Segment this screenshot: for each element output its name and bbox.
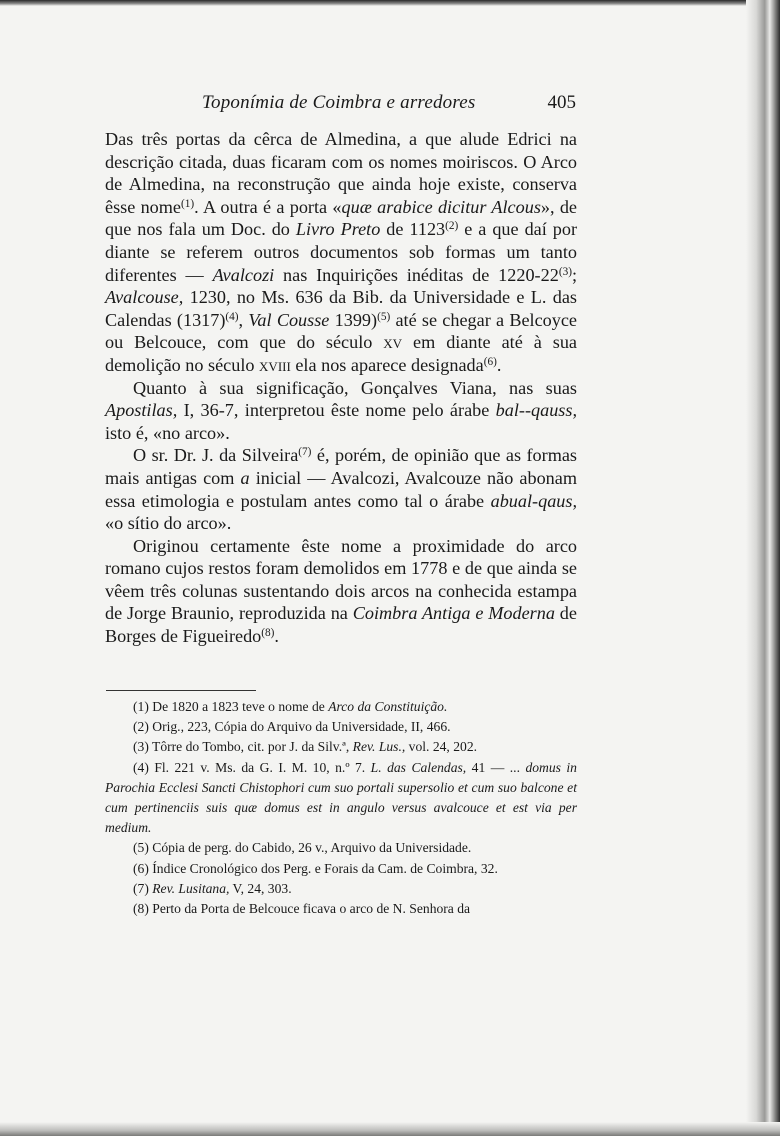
- footnote-2: (2) Orig., 223, Cópia do Arquivo da Universidade, II, 466.: [133, 719, 451, 735]
- footnote-rule: [106, 690, 256, 691]
- paragraph-3: O sr. Dr. J. da Silveira$^{(7)}$ é, porém, de opinião que as formas mais antigas com a inicial — Avalcozi, Avalcouze não abonam essa etimologia e postulam antes como tal o árabe abual-qaus, «o sítio do arco».: [105, 445, 578, 534]
- footnote-ref-8: (8): [261, 626, 275, 639]
- footnote-ref-7: (7): [298, 446, 312, 459]
- running-head: [104, 92, 576, 116]
- footnote-ref-4: (4): [225, 310, 239, 323]
- scan-edge-bottom: [0, 1122, 780, 1136]
- footnote-8: (8) Perto da Porta de Belcouce ficava o arco de N. Senhora da: [133, 901, 471, 917]
- footnote-ref-3: (3): [558, 265, 572, 278]
- page-number: 405: [547, 92, 576, 113]
- footnote-6: (6) Índice Cronológico dos Perg. e Forais da Cam. de Coimbra, 32.: [133, 860, 498, 876]
- footnote-4: (4) Fl. 221 v. Ms. da G. I. M. 10, n.º 7. L. das Calendas, 41 — ... domus in Parochia Ecclesi Sancti Chistophori cum suo portali supersolio et cum suo balcone et cum pertinenciis suis quæ domus est in angulo versus avalcouce et est via per medium.: [105, 759, 577, 836]
- paragraph-4: Originou certamente êste nome a proximidade do arco romano cujos restos foram demolidos em 1778 e de que ainda se vêem três colunas sustentando dois arcos na conhecida estampa de Jorge Braunio, reproduzida na Coimbra Antiga e Moderna de Borges de Figueiredo$^{(8)}$.: [105, 535, 577, 647]
- paragraph-2: Quanto à sua significação, Gonçalves Viana, nas suas Apostilas, I, 36-7, interpretou êste nome pelo árabe bal--qauss, isto é, «no arco».: [105, 377, 577, 443]
- paragraph-1: Das três portas da cêrca de Almedina, a que alude Edrici na descrição citada, duas ficaram com os nomes moiriscos. O Arco de Almedina, na reconstrução que ainda hoje existe, conserva êsse nome$^{(1)}$. A outra é a porta «quæ arabice dicitur Alcous», de que nos fala um Doc. do Livro Preto de 1123$^{(2)}$ e a que daí por diante se referem outros documentos sob formas um tanto diferentes — Avalcozi nas Inquirições inéditas de 1220-22$^{(3)}$; Avalcouse, 1230, no Ms. 636 da Bib. da Universidade e L. das Calendas $(1317)^{(4)}$, Val Cousse 1399)$^{(5)}$ até se chegar a Belcoyce ou Belcouce, com que do século xv em diante até à sua demolição no século xviii ela nos aparece designada$^{(6)}$.: [105, 129, 578, 375]
- footnote-5: (5) Cópia de perg. do Cabido, 26 v., Arquivo da Universidade.: [133, 840, 472, 856]
- footnote-3: (3) Tôrre do Tombo, cit. por J. da Silv.ª, Rev. Lus., vol. 24, 202.: [133, 739, 478, 755]
- footnote-7: (7) Rev. Lusitana, V, 24, 303.: [133, 880, 292, 896]
- footnote-ref-5: (5): [377, 310, 391, 323]
- running-title: Toponímia de Coimbra e arredores: [202, 92, 476, 113]
- scan-edge-right: [746, 0, 780, 1136]
- body-text: [105, 128, 577, 648]
- footnotes: [105, 697, 577, 919]
- footnote-1: (1) De 1820 a 1823 teve o nome de Arco da Constituição.: [133, 699, 448, 714]
- footnote-ref-2: (2): [445, 220, 459, 233]
- footnote-ref-6: (6): [483, 355, 497, 368]
- footnote-ref-1: (1): [181, 197, 195, 210]
